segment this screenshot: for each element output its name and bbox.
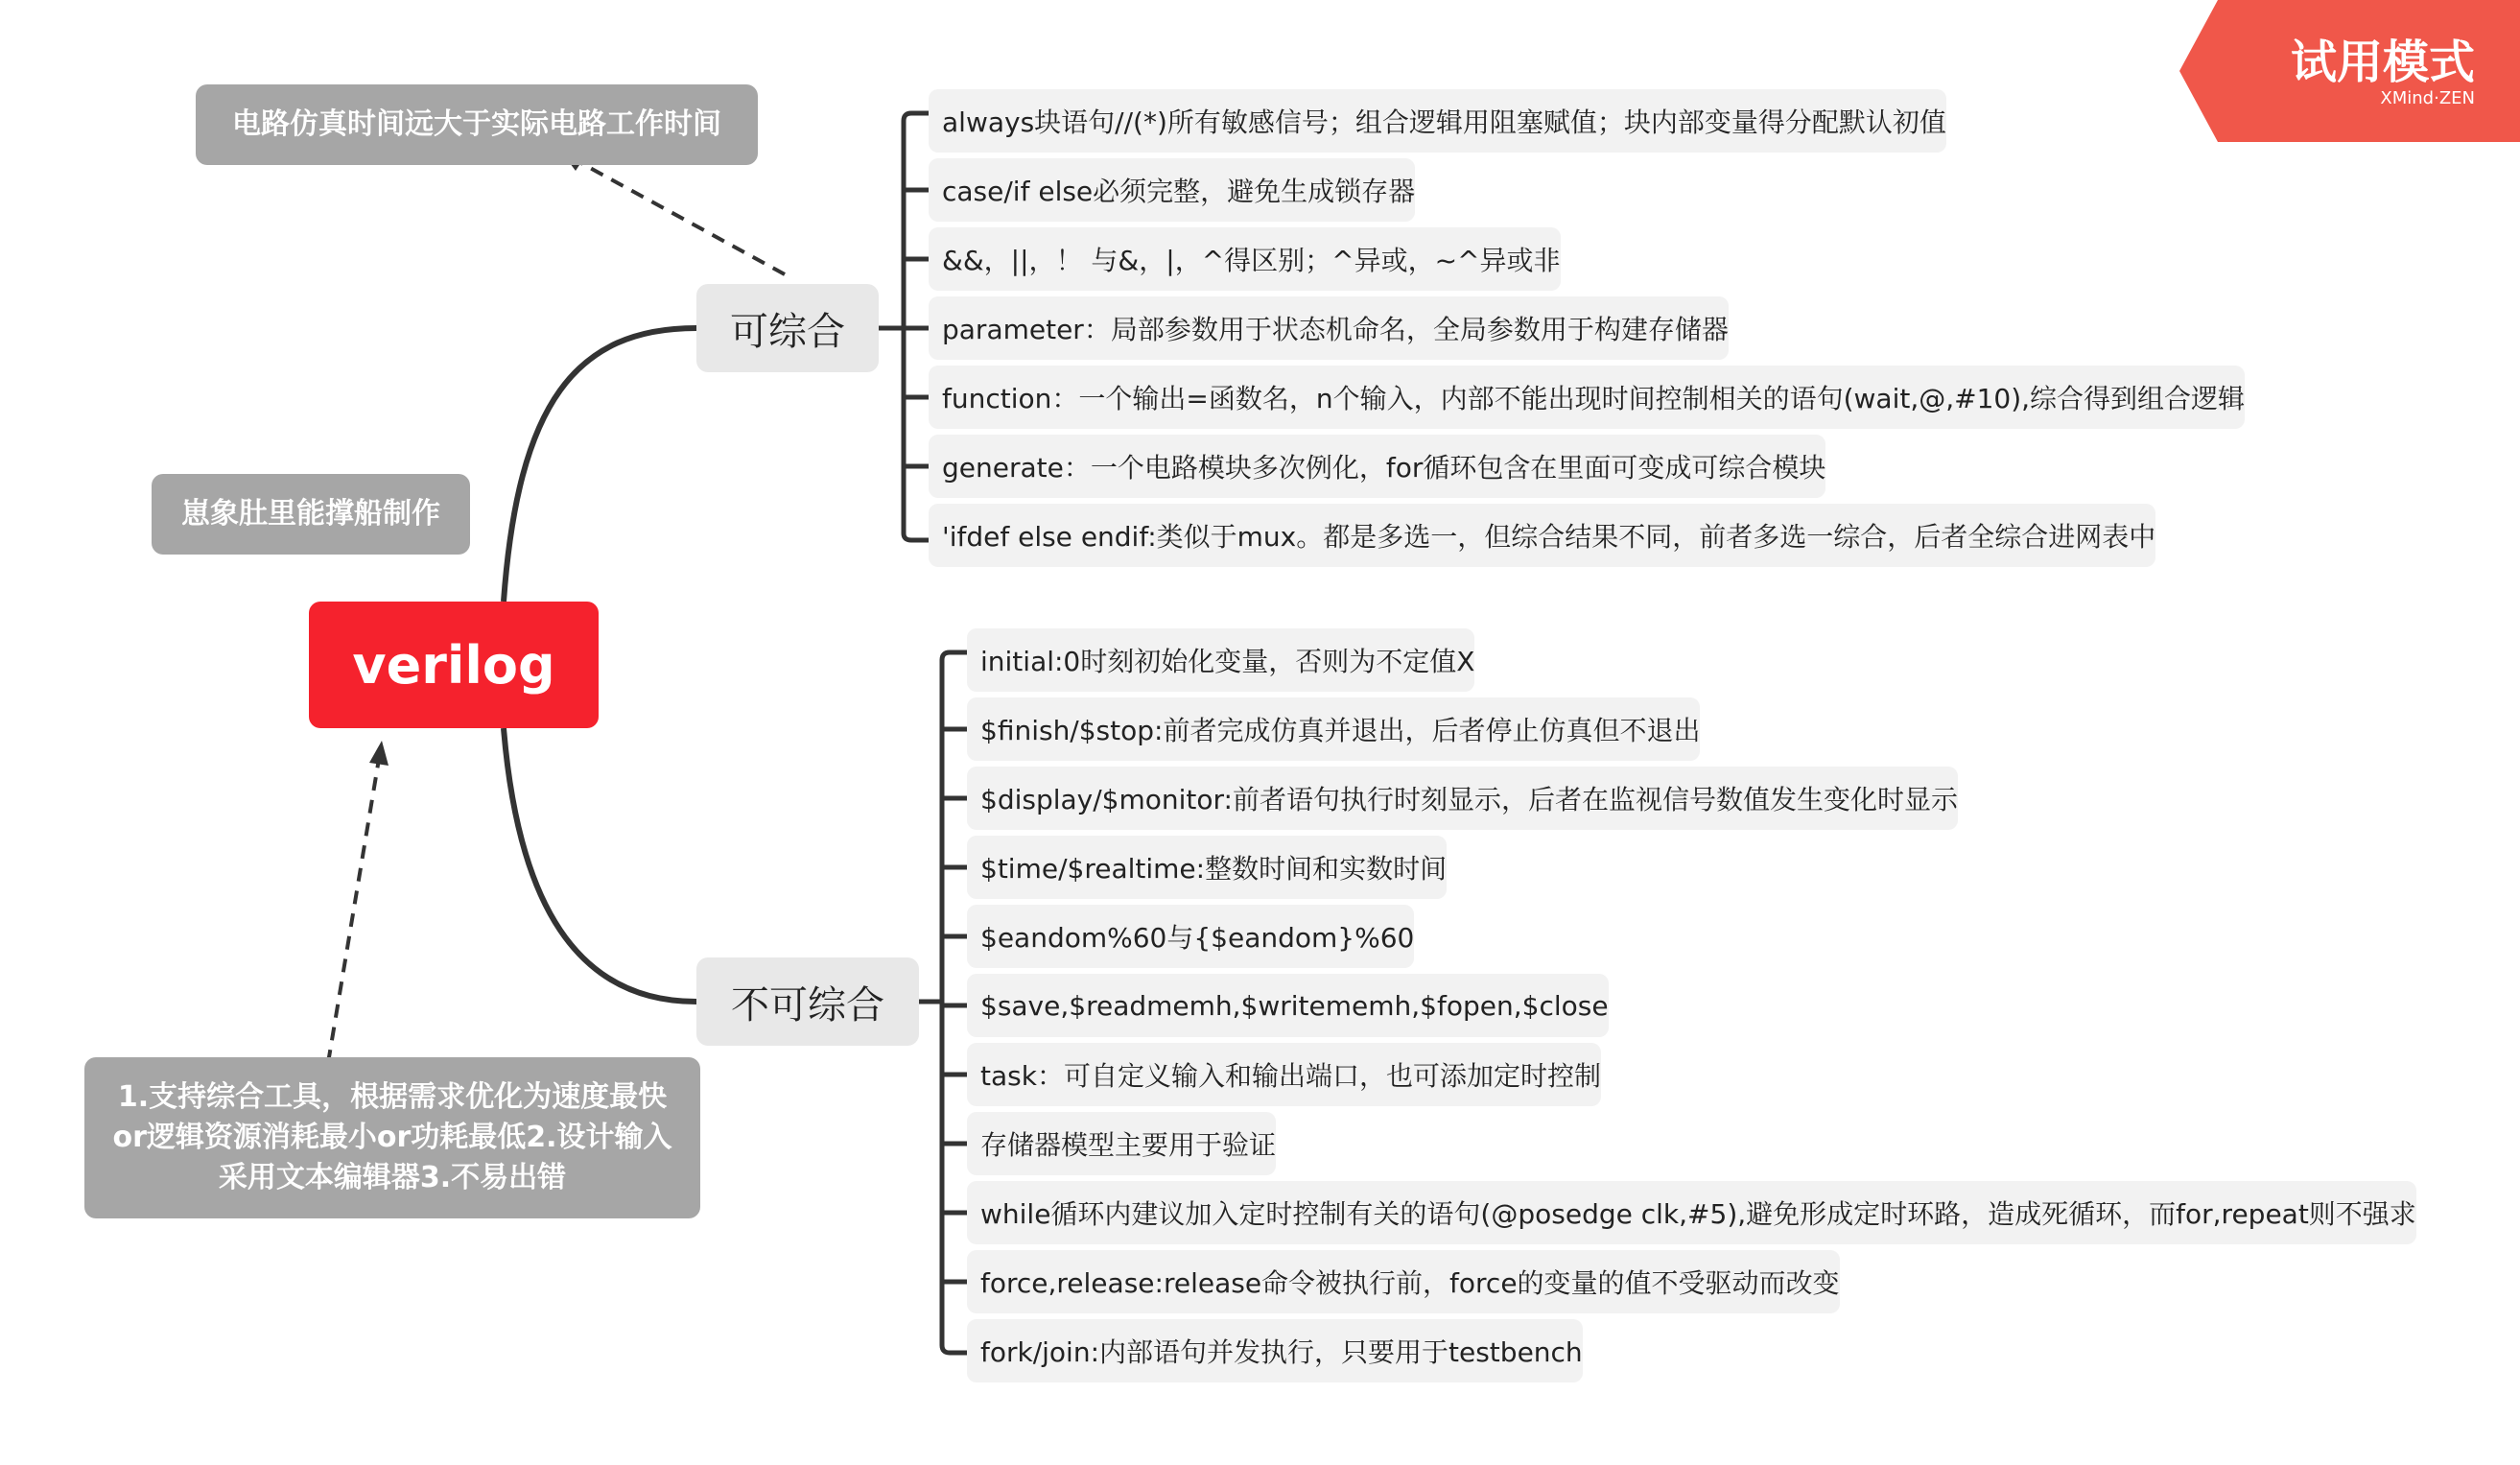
leaf-nonsynth-0[interactable]: initial:0时刻初始化变量，否则为不定值X — [967, 628, 1474, 692]
leaf-nonsynth-8[interactable]: while循环内建议加入定时控制有关的语句(@posedge clk,#5),避免形成定时环路，造成死循环，而for,repeat则不强求 — [967, 1181, 2416, 1244]
leaf-synth-2[interactable]: &&，||，！ 与&，|，^得区别；^异或，~^异或非 — [929, 227, 1561, 291]
connector-root-nonsynth — [504, 728, 696, 1002]
dashed-arrow-sim — [571, 157, 785, 274]
leaf-nonsynth-9[interactable]: force,release:release命令被执行前，force的变量的值不受驱动而改变 — [967, 1250, 1840, 1313]
leaf-synth-5[interactable]: generate：一个电路模块多次例化，for循环包含在里面可变成可综合模块 — [929, 435, 1825, 498]
arrowhead-adv — [369, 741, 389, 766]
bracket-nonsynth — [919, 652, 967, 1353]
leaf-synth-1[interactable]: case/if else必须完整，避免生成锁存器 — [929, 158, 1415, 222]
leaf-nonsynth-2[interactable]: $display/$monitor:前者语句执行时刻显示，后者在监视信号数值发生变化时显示 — [967, 767, 1958, 830]
bracket-synth-ticks — [904, 190, 929, 466]
floating-topic-advantages[interactable]: 1.支持综合工具，根据需求优化为速度最快or逻辑资源消耗最小or功耗最低2.设计输入采用文本编辑器3.不易出错 — [84, 1057, 700, 1218]
floating-topic-sim-time[interactable]: 电路仿真时间远大于实际电路工作时间 — [196, 84, 758, 165]
branch-synthesizable[interactable]: 可综合 — [696, 284, 879, 372]
leaf-nonsynth-3[interactable]: $time/$realtime:整数时间和实数时间 — [967, 836, 1447, 899]
leaf-synth-6[interactable]: 'ifdef else endif:类似于mux。都是多选一，但综合结果不同，前者多选一综合，后者全综合进网表中 — [929, 504, 2155, 567]
bracket-nonsynth-ticks — [942, 729, 967, 1282]
leaf-synth-0[interactable]: always块语句//(*)所有敏感信号；组合逻辑用阻塞赋值；块内部变量得分配默认初值 — [929, 89, 1946, 153]
leaf-nonsynth-5[interactable]: $save,$readmemh,$writememh,$fopen,$close — [967, 974, 1609, 1037]
root-node[interactable]: verilog — [309, 602, 599, 728]
leaf-nonsynth-7[interactable]: 存储器模型主要用于验证 — [967, 1112, 1276, 1175]
leaf-nonsynth-6[interactable]: task：可自定义输入和输出端口，也可添加定时控制 — [967, 1043, 1601, 1106]
floating-topic-author[interactable]: 崽象肚里能撑船制作 — [152, 474, 470, 555]
leaf-synth-4[interactable]: function：一个输出=函数名，n个输入，内部不能出现时间控制相关的语句(wait,@,#10),综合得到组合逻辑 — [929, 366, 2245, 429]
leaf-synth-3[interactable]: parameter：局部参数用于状态机命名，全局参数用于构建存储器 — [929, 296, 1729, 360]
branch-non-synthesizable[interactable]: 不可综合 — [696, 957, 919, 1046]
leaf-nonsynth-4[interactable]: $eandom%60与{$eandom}%60 — [967, 905, 1414, 968]
trial-mode-title: 试用模式 — [2290, 35, 2475, 89]
connector-root-synth — [504, 328, 696, 602]
leaf-nonsynth-10[interactable]: fork/join:内部语句并发执行，只要用于testbench — [967, 1319, 1583, 1382]
dashed-arrow-adv — [328, 753, 380, 1063]
trial-mode-subtitle: XMind·ZEN — [2380, 88, 2475, 108]
leaf-nonsynth-1[interactable]: $finish/$stop:前者完成仿真并退出，后者停止仿真但不退出 — [967, 697, 1700, 761]
